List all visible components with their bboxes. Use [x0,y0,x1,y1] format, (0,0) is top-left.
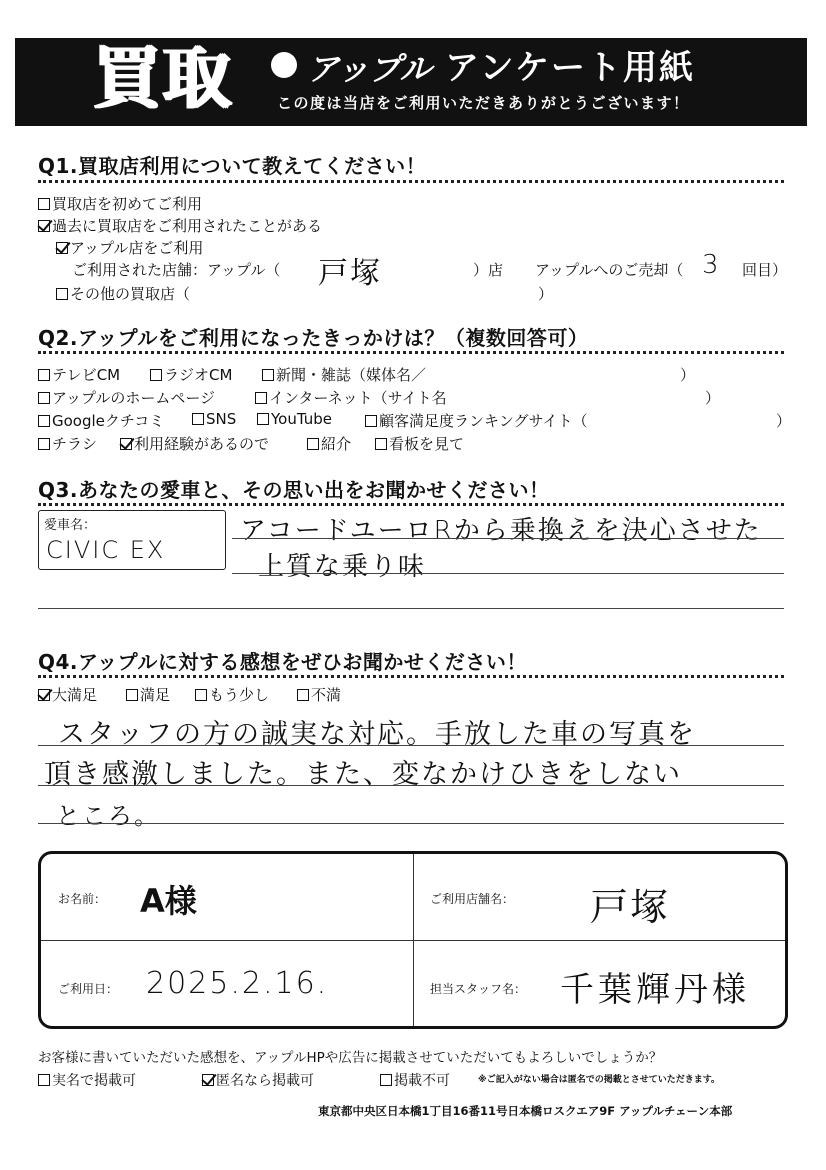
publish-option-real-name[interactable] [38,1070,136,1090]
checkbox[interactable] [297,689,309,701]
staff-label: 担当スタッフ名： [430,982,527,996]
checkbox[interactable] [375,438,387,450]
car-name-value[interactable]: CIVIC EX [46,536,166,564]
option-label: 掲載不可 [394,1073,450,1089]
car-name-label: 愛車名： [44,518,97,533]
store-value[interactable]: 戸塚 [590,885,671,929]
checkbox-checked[interactable] [120,438,132,450]
q1-store-label: ご利用された店舗：アップル（ [72,261,281,279]
option-label: もう少し [209,686,270,704]
option-label: 不満 [311,686,342,704]
option-label: 利用経験があるので [134,435,270,453]
q1-other-close: ） [538,285,554,303]
checkbox[interactable] [38,415,50,427]
q2-ranking-close: ） [776,412,792,430]
q4-option-dissatisfied[interactable] [297,684,341,705]
checkbox[interactable] [56,288,68,300]
q1-option-other[interactable] [56,283,190,304]
memory-rule-2 [232,573,784,574]
name-label: お名前： [58,892,107,906]
q2-title: Q2.アップルをご利用になったきっかけは？（複数回答可） [38,326,589,350]
date-value[interactable]: 2025.2.16. [146,966,329,1001]
option-label: Googleクチコミ [52,412,165,430]
option-label: 大満足 [52,686,98,704]
q2-option-flyer[interactable] [38,433,97,454]
option-label: 過去に買取店をご利用されたことがある [52,217,323,235]
q2-option-homepage[interactable] [38,387,215,408]
checkbox[interactable] [38,1074,50,1086]
q2-option-sns[interactable] [192,410,236,428]
store-label: ご利用店舗名： [430,892,515,906]
q2-option-radio[interactable] [150,364,232,385]
memory-rule-3 [38,608,784,609]
checkbox[interactable] [38,369,50,381]
checkbox-checked[interactable] [56,242,68,254]
name-value[interactable]: A様 [140,882,197,920]
date-label: ご利用日： [58,982,119,996]
q3-divider [38,503,784,506]
option-label: 満足 [140,686,171,704]
option-label: アップルのホームページ [52,389,216,407]
publish-note: ※ご記入がない場合は匿名での掲載とさせていただきます。 [478,1075,721,1085]
q2-option-signboard[interactable] [375,433,464,454]
q2-option-tv[interactable] [38,364,120,385]
q3-title: Q3.あなたの愛車と、その思い出をお聞かせください！ [38,478,550,502]
q1-divider [38,180,784,183]
logo-kanji: 買取 [93,40,234,119]
publish-option-not-allowed[interactable] [380,1070,450,1090]
option-label: ラジオCM [164,366,233,384]
checkbox-checked[interactable] [202,1074,214,1086]
memory-line-1[interactable]: アコードユーロRから乗換えを決心させた [240,516,762,546]
q4-title: Q4.アップルに対する感想をぜひお聞かせください！ [38,650,527,674]
q2-option-news[interactable] [262,364,426,385]
option-label: チラシ [52,435,98,453]
option-label: 実名で掲載可 [52,1073,136,1089]
checkbox[interactable] [257,413,269,425]
brand-name: アップル [307,50,432,88]
q2-option-ranking[interactable] [365,410,588,431]
q2-option-google[interactable] [38,410,164,431]
checkbox[interactable] [262,369,274,381]
option-label: テレビCM [52,366,121,384]
checkbox[interactable] [365,415,377,427]
checkbox[interactable] [38,438,50,450]
option-label: アップル店をご利用 [70,239,204,257]
comment-rule-2 [38,785,784,786]
q2-option-internet[interactable] [255,387,447,408]
comment-line-1[interactable]: スタッフの方の誠実な対応。手放した車の写真を [58,719,696,750]
option-label: SNS [206,410,237,428]
option-label: 顧客満足度ランキングサイト（ [379,412,588,430]
checkbox[interactable] [195,689,207,701]
checkbox[interactable] [38,392,50,404]
memory-rule-1 [232,538,784,539]
q4-option-very-satisfied[interactable] [38,684,97,705]
checkbox[interactable] [192,413,204,425]
q1-count-value[interactable]: 3 [702,250,721,280]
q1-store-value[interactable]: 戸塚 [318,256,382,291]
comment-line-3[interactable]: ところ。 [56,802,160,830]
brand-logo-icon [271,52,297,78]
checkbox[interactable] [38,198,50,210]
q1-option-apple[interactable] [56,237,203,258]
option-label: 看板を見て [389,435,465,453]
q4-divider [38,675,784,678]
checkbox-checked[interactable] [38,220,50,232]
q1-title: Q1.買取店利用について教えてください！ [38,154,427,178]
q1-option-past[interactable] [38,215,322,236]
option-label: 匿名なら掲載可 [216,1073,314,1089]
checkbox[interactable] [126,689,138,701]
form-title: アンケート用紙 [445,48,695,88]
option-label: 紹介 [321,435,352,453]
q2-option-referral[interactable] [307,433,351,454]
form-subtitle: この度は当店をご利用いただきありがとうございます！ [277,94,690,112]
checkbox[interactable] [255,392,267,404]
q4-option-satisfied[interactable] [126,684,170,705]
comment-line-2[interactable]: 頂き感激しました。また、変なかけひきをしない [44,759,682,790]
header-banner [15,38,807,126]
option-label: YouTube [271,410,332,428]
info-box-horizontal-divider [41,940,785,941]
q2-divider [38,351,784,354]
q2-option-experience[interactable] [120,433,269,454]
q2-option-youtube[interactable] [257,410,332,428]
checkbox-checked[interactable] [38,689,50,701]
option-label: その他の買取店（ [70,285,191,303]
q1-count-suffix: 回目） [742,261,788,279]
q1-count-label: アップルへのご売却（ [535,261,684,279]
publish-option-anonymous[interactable] [202,1070,314,1090]
memory-line-2[interactable]: 上質な乗り味 [258,552,427,582]
checkbox[interactable] [307,438,319,450]
option-label: 新聞・雑誌（媒体名／ [276,366,427,384]
option-label: 買取店を初めてご利用 [52,195,203,213]
publish-question: お客様に書いていただいた感想を、アップルHPや広告に掲載させていただいてもよろしいでしょうか？ [38,1050,663,1066]
option-label: インターネット（サイト名 [269,389,447,407]
q2-news-close: ） [680,366,696,384]
q1-store-suffix: ）店 [473,261,504,279]
q2-internet-close: ） [705,389,721,407]
checkbox[interactable] [150,369,162,381]
staff-value[interactable]: 千葉輝丹様 [560,970,750,1010]
comment-rule-1 [38,745,784,746]
comment-rule-3 [38,823,784,824]
company-address: 東京都中央区日本橋1丁目16番11号日本橋ロスクエア9F アップルチェーン本部 [318,1104,733,1118]
q1-option-first[interactable] [38,193,202,214]
checkbox[interactable] [380,1074,392,1086]
q4-option-more[interactable] [195,684,269,705]
